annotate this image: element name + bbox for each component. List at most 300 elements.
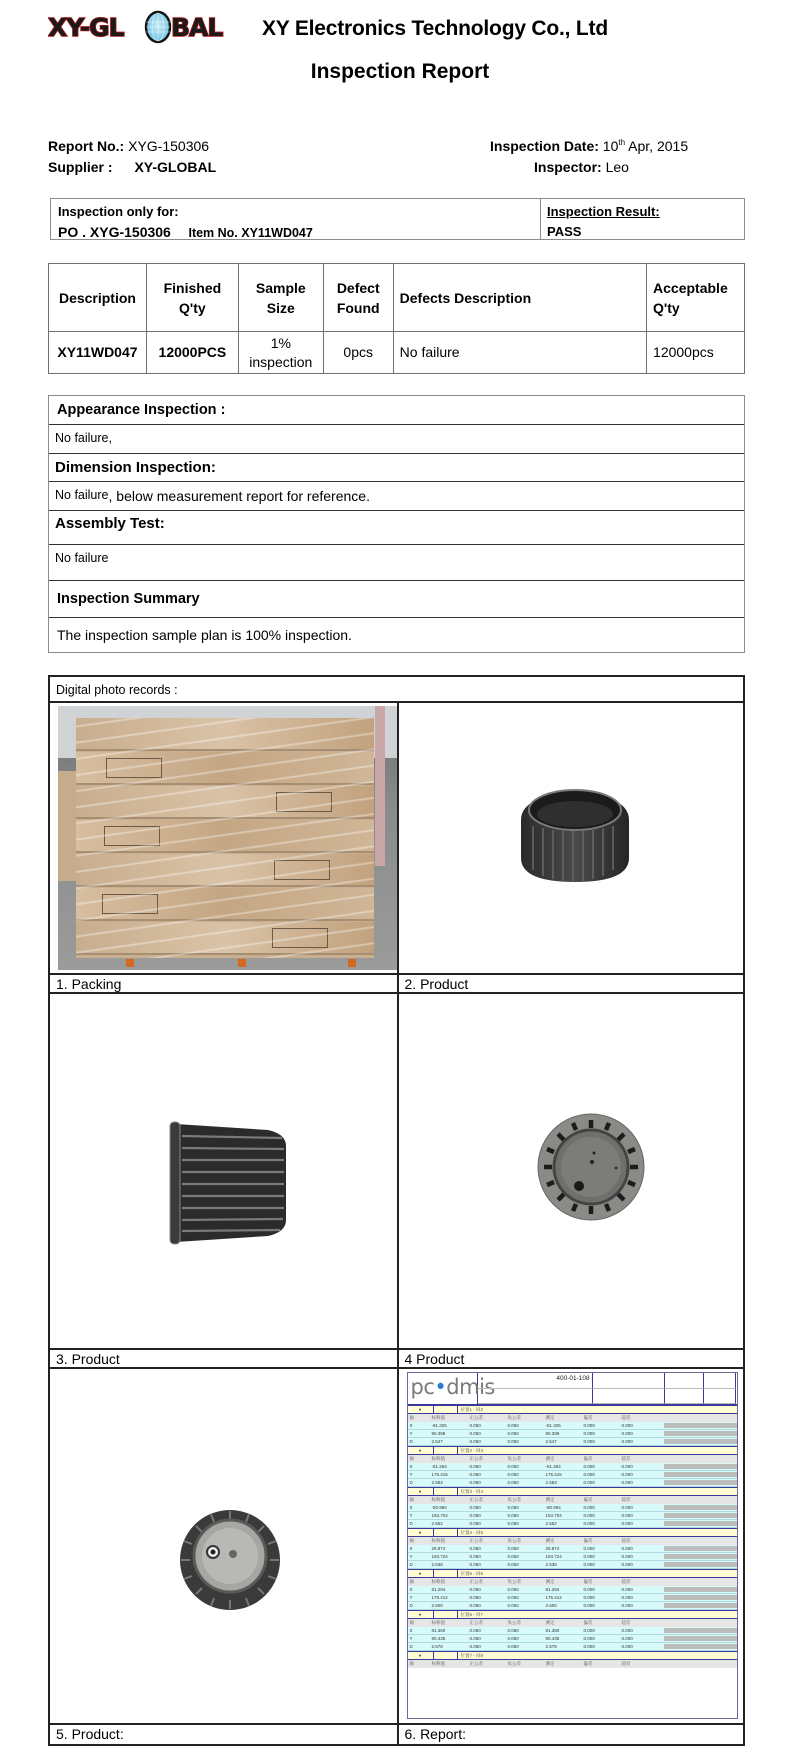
report-column-label: 负公差 (507, 1415, 521, 1420)
feature-icon: ● (408, 1652, 434, 1659)
report-data-row (408, 1545, 737, 1553)
report-cell: D (409, 1603, 413, 1608)
report-cell: 90.435 (545, 1636, 560, 1641)
assembly-test-title: Assembly Test: (49, 511, 744, 545)
report-cell: D (409, 1480, 413, 1485)
report-number-label: Report No.: (48, 138, 125, 154)
feature-icon: ● (408, 1406, 434, 1413)
report-deviation-bar (664, 1636, 737, 1641)
report-column-label: 偏差 (583, 1620, 593, 1625)
report-data-row (408, 1471, 737, 1479)
report-cell: 2.552 (545, 1521, 557, 1526)
dimension-inspection-body (49, 482, 744, 511)
report-cell: 0.000 (583, 1587, 595, 1592)
po-number: PO . XYG-150306 (58, 224, 171, 240)
report-column-header (408, 1537, 737, 1545)
report-cell: 0.000 (583, 1431, 595, 1436)
report-cell: 90.399 (545, 1431, 560, 1436)
report-column-label: 标称值 (431, 1415, 445, 1420)
inspection-result-value: PASS (547, 224, 582, 239)
report-cell: 0.050 (507, 1628, 519, 1633)
report-column-label: 超差 (621, 1538, 631, 1543)
report-column-label: 超差 (621, 1620, 631, 1625)
report-column-label: 超差 (621, 1415, 631, 1420)
report-cell: 0.050 (507, 1644, 519, 1649)
report-cell: D (409, 1521, 413, 1526)
report-cell: 0.050 (469, 1603, 481, 1608)
report-cell: 175.412 (431, 1595, 448, 1600)
report-column-label: 轴 (409, 1620, 414, 1625)
report-cell: 81.350 (545, 1628, 560, 1633)
report-cell: 0.000 (583, 1595, 595, 1600)
report-cell: 0.050 (507, 1595, 519, 1600)
report-data-row (408, 1438, 737, 1446)
report-column-label: 测定 (545, 1415, 555, 1420)
report-cell: Y (409, 1472, 413, 1477)
report-cell: 0.050 (469, 1431, 481, 1436)
report-cell: 0.000 (583, 1554, 595, 1559)
report-body (408, 1405, 737, 1668)
report-cell: 0.000 (583, 1546, 595, 1551)
inspection-sections (48, 395, 745, 653)
report-number (48, 138, 209, 154)
report-data-row (408, 1430, 737, 1438)
feature-type (434, 1529, 458, 1536)
report-data-row (408, 1512, 737, 1520)
heatsink-top-image (536, 1112, 646, 1222)
report-cell: X (409, 1587, 413, 1592)
report-cell: 193.704 (431, 1513, 448, 1518)
report-cell: 0.000 (621, 1546, 633, 1551)
report-feature-row (408, 1610, 737, 1619)
header-defect-found (323, 264, 393, 332)
inspection-date-day: 10 (602, 138, 619, 154)
report-cell: 0.050 (469, 1562, 481, 1567)
report-cell: 0.050 (507, 1513, 519, 1518)
report-cell: 2.583 (431, 1480, 443, 1485)
inspection-scope-label: Inspection only for: (58, 204, 179, 219)
report-deviation-bar (664, 1554, 737, 1559)
photo-caption: 1. Packing (50, 973, 397, 994)
report-cell: 0.000 (621, 1423, 633, 1428)
report-cell: 0.050 (507, 1636, 519, 1641)
report-cell: 81.294 (545, 1587, 560, 1592)
item-number: Item No. XY11WD047 (188, 226, 313, 240)
report-cell: 0.050 (507, 1431, 519, 1436)
report-data-row (408, 1463, 737, 1471)
heatsink-inside-image (178, 1508, 282, 1612)
report-column-label: 标称值 (431, 1620, 445, 1625)
report-cell: 0.050 (469, 1644, 481, 1649)
company-name: XY Electronics Technology Co., Ltd (262, 17, 608, 40)
report-column-label: 轴 (409, 1497, 414, 1502)
feature-type (434, 1488, 458, 1495)
report-number-value: XYG-150306 (128, 138, 210, 154)
supplier (48, 159, 216, 175)
report-column-label: 负公差 (507, 1497, 521, 1502)
report-cell: 2.547 (431, 1439, 443, 1444)
report-column-label: 标称值 (431, 1579, 445, 1584)
report-column-label: 负公差 (507, 1620, 521, 1625)
report-column-label: 轴 (409, 1415, 414, 1420)
report-deviation-bar (664, 1505, 737, 1510)
report-column-label: 超差 (621, 1497, 631, 1502)
header-sample-line2: Size (266, 299, 295, 316)
svg-text:BAL: BAL (171, 13, 223, 42)
packing-photo (50, 703, 397, 973)
report-column-label: 超差 (621, 1579, 631, 1584)
report-cell: 2.600 (431, 1603, 443, 1608)
report-cell: 0.000 (621, 1480, 633, 1485)
report-cell: 0.050 (469, 1554, 481, 1559)
report-cell: 0.050 (507, 1464, 519, 1469)
report-cell: 0.000 (621, 1472, 633, 1477)
report-cell: -81.325 (545, 1423, 561, 1428)
report-cell: -81.325 (431, 1423, 447, 1428)
report-cell: Y (409, 1595, 413, 1600)
page-title: Inspection Report (310, 60, 490, 83)
report-column-header (408, 1619, 737, 1627)
feature-type (434, 1447, 458, 1454)
report-cell: 0.000 (583, 1562, 595, 1567)
report-cell: 0.050 (469, 1480, 481, 1485)
report-cell: -50.994 (545, 1505, 561, 1510)
report-cell: X (409, 1546, 413, 1551)
report-cell: 29.874 (545, 1546, 560, 1551)
report-deviation-bar (664, 1513, 737, 1518)
report-cell: 0.000 (621, 1464, 633, 1469)
header-finished-qty (146, 264, 238, 332)
photo-cell-packing (50, 703, 397, 994)
report-cell: -81.264 (545, 1464, 561, 1469)
report-cell: 0.000 (583, 1505, 595, 1510)
feature-name: 位置2 - 回3 (460, 1448, 484, 1453)
report-header (408, 1373, 737, 1405)
report-cell: 0.050 (507, 1472, 519, 1477)
header-sample-line1: Sample (255, 279, 306, 296)
report-cell: 0.050 (507, 1554, 519, 1559)
cell-sample-line1: 1% (270, 334, 291, 351)
photo-row (50, 1369, 743, 1744)
report-cell: 0.050 (507, 1603, 519, 1608)
product-photo-3 (50, 994, 397, 1348)
report-column-label: 轴 (409, 1661, 414, 1666)
report-column-label: 标称值 (431, 1661, 445, 1666)
photo-row (50, 994, 743, 1369)
report-deviation-bar (664, 1628, 737, 1633)
report-data-row (408, 1586, 737, 1594)
report-feature-row (408, 1528, 737, 1537)
report-data-row (408, 1643, 737, 1651)
inspection-summary-body: The inspection sample plan is 100% inspection. (57, 627, 352, 643)
report-data-row (408, 1479, 737, 1487)
report-cell: 90.435 (431, 1636, 446, 1641)
report-column-label: 正公差 (469, 1579, 483, 1584)
feature-icon: ● (408, 1570, 434, 1577)
photo-cell-product-5 (50, 1369, 397, 1744)
report-data-row (408, 1561, 737, 1569)
inspection-scope (51, 199, 541, 239)
packing-pallet-image (58, 706, 397, 970)
report-column-label: 标称值 (431, 1538, 445, 1543)
report-cell: 2.552 (431, 1521, 443, 1526)
report-column-label: 测定 (545, 1620, 555, 1625)
report-feature-row (408, 1405, 737, 1414)
report-cell: -81.264 (431, 1464, 447, 1469)
report-column-label: 负公差 (507, 1579, 521, 1584)
report-column-label: 超差 (621, 1661, 631, 1666)
product-photo-5 (50, 1369, 397, 1723)
report-cell: 0.000 (621, 1505, 633, 1510)
header-acceptable-line1: Acceptable (653, 279, 728, 296)
report-column-label: 轴 (409, 1456, 414, 1461)
report-cell: 175.415 (431, 1472, 448, 1477)
report-cell: 0.050 (507, 1562, 519, 1567)
header-sample-size (238, 264, 323, 332)
report-cell: 0.050 (507, 1546, 519, 1551)
report-data-row (408, 1627, 737, 1635)
report-cell: 0.050 (469, 1423, 481, 1428)
report-cell: 0.000 (583, 1628, 595, 1633)
header-description: Description (49, 264, 147, 332)
photo-caption: 4 Product (399, 1348, 744, 1369)
report-data-row (408, 1504, 737, 1512)
supplier-value: XY-GLOBAL (134, 159, 217, 175)
report-feature-row (408, 1651, 737, 1660)
report-column-label: 正公差 (469, 1415, 483, 1420)
inspector-value: Leo (605, 159, 629, 175)
report-column-label: 负公差 (507, 1456, 521, 1461)
cell-finished-qty: 12000PCS (146, 332, 238, 374)
inspection-date-suffix: th (618, 138, 626, 147)
report-column-label: 正公差 (469, 1497, 483, 1502)
assembly-test-body: No failure (49, 545, 744, 581)
report-cell: 0.000 (583, 1423, 595, 1428)
report-cell: 2.547 (545, 1439, 557, 1444)
feature-type (434, 1570, 458, 1577)
report-column-label: 偏差 (583, 1456, 593, 1461)
report-column-header (408, 1660, 737, 1668)
report-feature-row (408, 1487, 737, 1496)
inspector-label: Inspector: (534, 159, 602, 175)
report-cell: 0.000 (621, 1628, 633, 1633)
po-box (50, 198, 745, 240)
report-cell: 0.000 (621, 1587, 633, 1592)
report-data-row (408, 1520, 737, 1528)
report-column-label: 轴 (409, 1538, 414, 1543)
report-cell: 0.000 (621, 1431, 633, 1436)
report-cell: 0.050 (469, 1636, 481, 1641)
inspection-date (490, 138, 688, 154)
inspection-result (541, 199, 744, 239)
feature-type (434, 1611, 458, 1618)
report-cell: X (409, 1423, 413, 1428)
report-deviation-bar (664, 1562, 737, 1567)
inspector (534, 159, 629, 175)
report-cell: 0.000 (621, 1636, 633, 1641)
report-cell: 0.000 (621, 1439, 633, 1444)
report-cell: 90.399 (431, 1431, 446, 1436)
cell-description: XY11WD047 (49, 332, 147, 374)
report-cell: D (409, 1439, 413, 1444)
report-column-label: 标称值 (431, 1497, 445, 1502)
report-deviation-bar (664, 1595, 737, 1600)
photo-row (50, 703, 743, 994)
report-cell: 81.294 (431, 1587, 446, 1592)
report-deviation-bar (664, 1464, 737, 1469)
report-cell: 0.050 (507, 1521, 519, 1526)
report-photo (399, 1369, 744, 1723)
report-cell: Y (409, 1554, 413, 1559)
heatsink-angled-image (517, 786, 633, 886)
report-deviation-bar (664, 1472, 737, 1477)
feature-icon: ● (408, 1447, 434, 1454)
feature-name: 位置4 - 回5 (460, 1530, 484, 1535)
dimension-inspection-title: Dimension Inspection: (49, 454, 744, 482)
report-cell: 0.000 (583, 1513, 595, 1518)
report-column-label: 正公差 (469, 1538, 483, 1543)
header-defect-line1: Defect (336, 279, 380, 296)
report-column-label: 标称值 (431, 1456, 445, 1461)
report-cell: 0.000 (583, 1480, 595, 1485)
report-cell: -50.994 (431, 1505, 447, 1510)
report-column-header (408, 1578, 737, 1586)
report-cell: 0.050 (507, 1587, 519, 1592)
report-cell: 0.050 (469, 1464, 481, 1469)
report-cell: X (409, 1628, 413, 1633)
photo-records (48, 675, 745, 1746)
report-brand-logo (408, 1373, 495, 1404)
report-cell: Y (409, 1636, 413, 1641)
report-cell: 2.638 (431, 1562, 443, 1567)
report-cell: 0.050 (507, 1480, 519, 1485)
svg-text:XY-GL: XY-GL (48, 13, 124, 42)
report-cell: 2.578 (431, 1644, 443, 1649)
report-cell: 0.050 (469, 1521, 481, 1526)
brand-part-b: dmis (446, 1375, 495, 1399)
report-cell: 2.583 (545, 1480, 557, 1485)
report-column-header (408, 1455, 737, 1463)
supplier-label: Supplier : (48, 159, 113, 175)
report-data-row (408, 1422, 737, 1430)
report-column-label: 测定 (545, 1579, 555, 1584)
measurement-report-image (407, 1372, 738, 1719)
report-deviation-bar (664, 1423, 737, 1428)
report-cell: 0.050 (469, 1587, 481, 1592)
appearance-inspection-body: No failure, (49, 425, 744, 454)
header-finished-line1: Finished (163, 279, 222, 296)
report-cell: 0.000 (621, 1554, 633, 1559)
dimension-body-note: , below measurement report for reference. (108, 488, 370, 504)
report-cell: 0.050 (469, 1505, 481, 1510)
report-feature-row (408, 1569, 737, 1578)
report-column-label: 轴 (409, 1579, 414, 1584)
report-column-label: 负公差 (507, 1661, 521, 1666)
report-cell: 0.000 (583, 1603, 595, 1608)
report-column-label: 偏差 (583, 1497, 593, 1502)
report-cell: Y (409, 1431, 413, 1436)
header-finished-line2: Q'ty (179, 299, 206, 316)
report-cell: 0.050 (507, 1439, 519, 1444)
report-cell: 0.050 (507, 1423, 519, 1428)
photo-caption: 2. Product (399, 973, 744, 994)
report-deviation-bar (664, 1521, 737, 1526)
feature-icon: ● (408, 1529, 434, 1536)
report-cell: D (409, 1562, 413, 1567)
report-cell: Y (409, 1513, 413, 1518)
report-cell: 2.600 (545, 1603, 557, 1608)
inspection-result-label: Inspection Result: (547, 204, 660, 219)
report-deviation-bar (664, 1480, 737, 1485)
report-cell: 0.050 (507, 1505, 519, 1510)
feature-name: 位置1 - 回2 (460, 1407, 484, 1412)
report-column-label: 正公差 (469, 1661, 483, 1666)
report-cell: 0.050 (469, 1439, 481, 1444)
report-feature-row (408, 1446, 737, 1455)
report-cell: 0.000 (583, 1644, 595, 1649)
heatsink-side-image (168, 1120, 292, 1246)
brand-part-a: pc (410, 1375, 435, 1399)
report-cell: 29.874 (431, 1546, 446, 1551)
photo-cell-report (397, 1369, 744, 1744)
cell-sample-size (238, 332, 323, 374)
report-data-row (408, 1602, 737, 1610)
report-deviation-bar (664, 1546, 737, 1551)
feature-type (434, 1652, 458, 1659)
report-cell: 0.000 (621, 1603, 633, 1608)
photo-caption: 5. Product: (50, 1723, 397, 1744)
report-deviation-bar (664, 1587, 737, 1592)
report-data-row (408, 1594, 737, 1602)
report-cell: 0.050 (469, 1546, 481, 1551)
feature-name: 位置5 - 回6 (460, 1571, 484, 1576)
photo-caption: 6. Report: (399, 1723, 744, 1744)
report-cell: 0.000 (583, 1464, 595, 1469)
report-cell: 0.000 (621, 1513, 633, 1518)
report-cell: 0.000 (583, 1439, 595, 1444)
report-deviation-bar (664, 1603, 737, 1608)
report-cell: 0.050 (469, 1513, 481, 1518)
header-defects-description: Defects Description (393, 264, 646, 332)
report-column-label: 测定 (545, 1538, 555, 1543)
photo-cell-product-4 (397, 994, 744, 1369)
header-acceptable-line2: Q'ty (653, 299, 680, 316)
report-column-label: 偏差 (583, 1538, 593, 1543)
report-column-label: 测定 (545, 1661, 555, 1666)
report-cell: 0.000 (621, 1562, 633, 1567)
table-header-row (49, 264, 745, 332)
report-cell: 175.412 (545, 1595, 562, 1600)
photo-records-title: Digital photo records : (50, 677, 743, 703)
product-photo-4 (399, 994, 744, 1348)
report-cell: 0.050 (469, 1628, 481, 1633)
header-defect-line2: Found (336, 299, 380, 316)
report-cell: 2.638 (545, 1562, 557, 1567)
report-cell: 0.050 (469, 1472, 481, 1477)
report-cell: 0.000 (583, 1521, 595, 1526)
report-cell: 0.050 (469, 1595, 481, 1600)
report-part-number: 400-01-108 (478, 1373, 593, 1389)
feature-name: 位置3 - 回4 (460, 1489, 484, 1494)
report-cell: 2.578 (545, 1644, 557, 1649)
report-data-row (408, 1635, 737, 1643)
report-column-label: 偏差 (583, 1661, 593, 1666)
report-data-row (408, 1553, 737, 1561)
appearance-inspection-title: Appearance Inspection : (49, 396, 744, 425)
report-cell: 81.350 (431, 1628, 446, 1633)
photo-cell-product-3 (50, 994, 397, 1369)
inspection-date-rest: Apr, 2015 (625, 138, 689, 154)
